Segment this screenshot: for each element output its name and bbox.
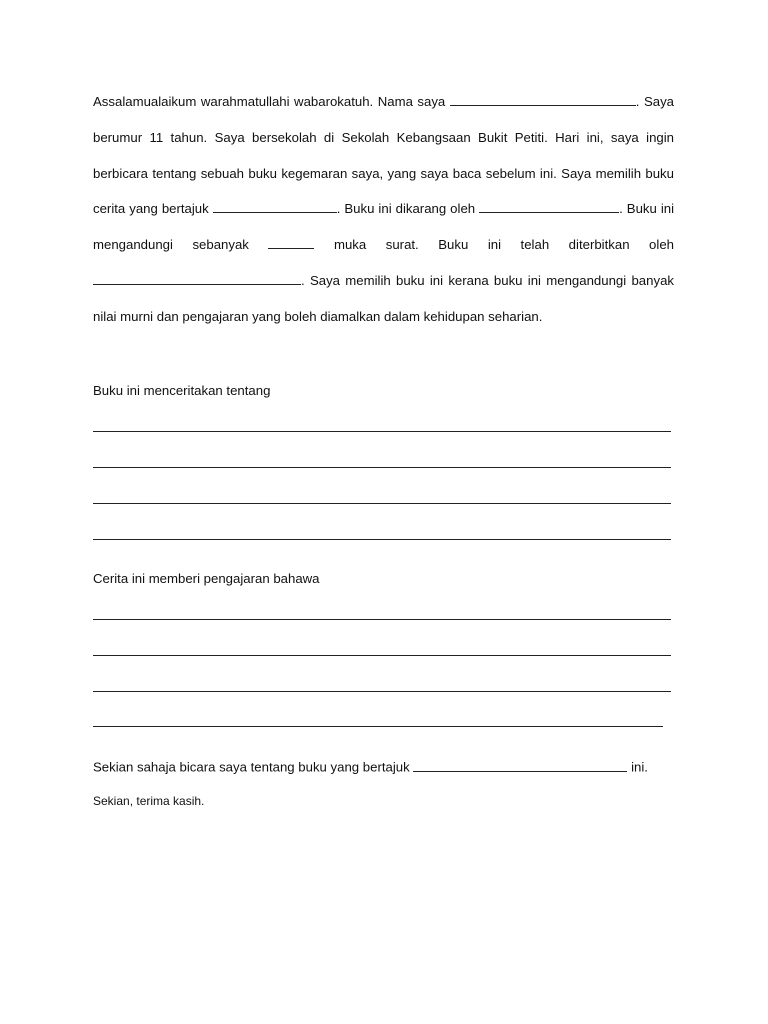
- closing-title-blank[interactable]: [413, 758, 627, 772]
- lesson-line[interactable]: [93, 726, 663, 727]
- story-line[interactable]: [93, 503, 671, 504]
- lesson-line[interactable]: [93, 619, 671, 620]
- story-line[interactable]: [93, 539, 671, 540]
- story-line[interactable]: [93, 467, 671, 468]
- intro-text-1: Assalamualaikum warahmatullahi wabarokatuh. Nama saya: [93, 94, 446, 109]
- intro-text-4: . Buku ini mengandungi sebanyak: [93, 201, 675, 253]
- closing-sentence: [93, 758, 674, 777]
- intro-text-2: . Saya berumur 11 tahun. Saya bersekolah di Sekolah Kebangsaan Bukit Petiti. Hari ini, saya ingin berbicara tentang sebuah buku kegemaran saya, yang saya baca sebelum ini. Saya memilih buku cerita yang bertajuk: [93, 94, 675, 217]
- story-line[interactable]: [93, 431, 671, 432]
- closing-text-before: Sekian sahaja bicara saya tentang buku yang bertajuk: [93, 759, 410, 775]
- story-heading: Buku ini menceritakan tentang: [93, 383, 271, 398]
- closing-text-after: ini.: [631, 759, 648, 775]
- lesson-line[interactable]: [93, 655, 671, 656]
- sign-off: Sekian, terima kasih.: [93, 794, 205, 808]
- intro-text-5: muka surat. Buku ini telah diterbitkan oleh: [333, 237, 674, 253]
- intro-text-6: . Saya memilih buku ini kerana buku ini mengandungi banyak nilai murni dan pengajaran yang boleh diamalkan dalam kehidupan seharian.: [93, 272, 674, 324]
- lesson-line[interactable]: [93, 691, 671, 692]
- intro-text-3: . Buku ini dikarang oleh: [336, 201, 476, 217]
- name-blank[interactable]: [450, 92, 636, 106]
- page-count-blank[interactable]: [268, 236, 314, 250]
- lesson-heading: Cerita ini memberi pengajaran bahawa: [93, 571, 320, 586]
- publisher-blank[interactable]: [93, 271, 301, 285]
- author-blank[interactable]: [479, 200, 619, 214]
- book-title-blank[interactable]: [213, 200, 337, 214]
- intro-paragraph: [93, 84, 674, 335]
